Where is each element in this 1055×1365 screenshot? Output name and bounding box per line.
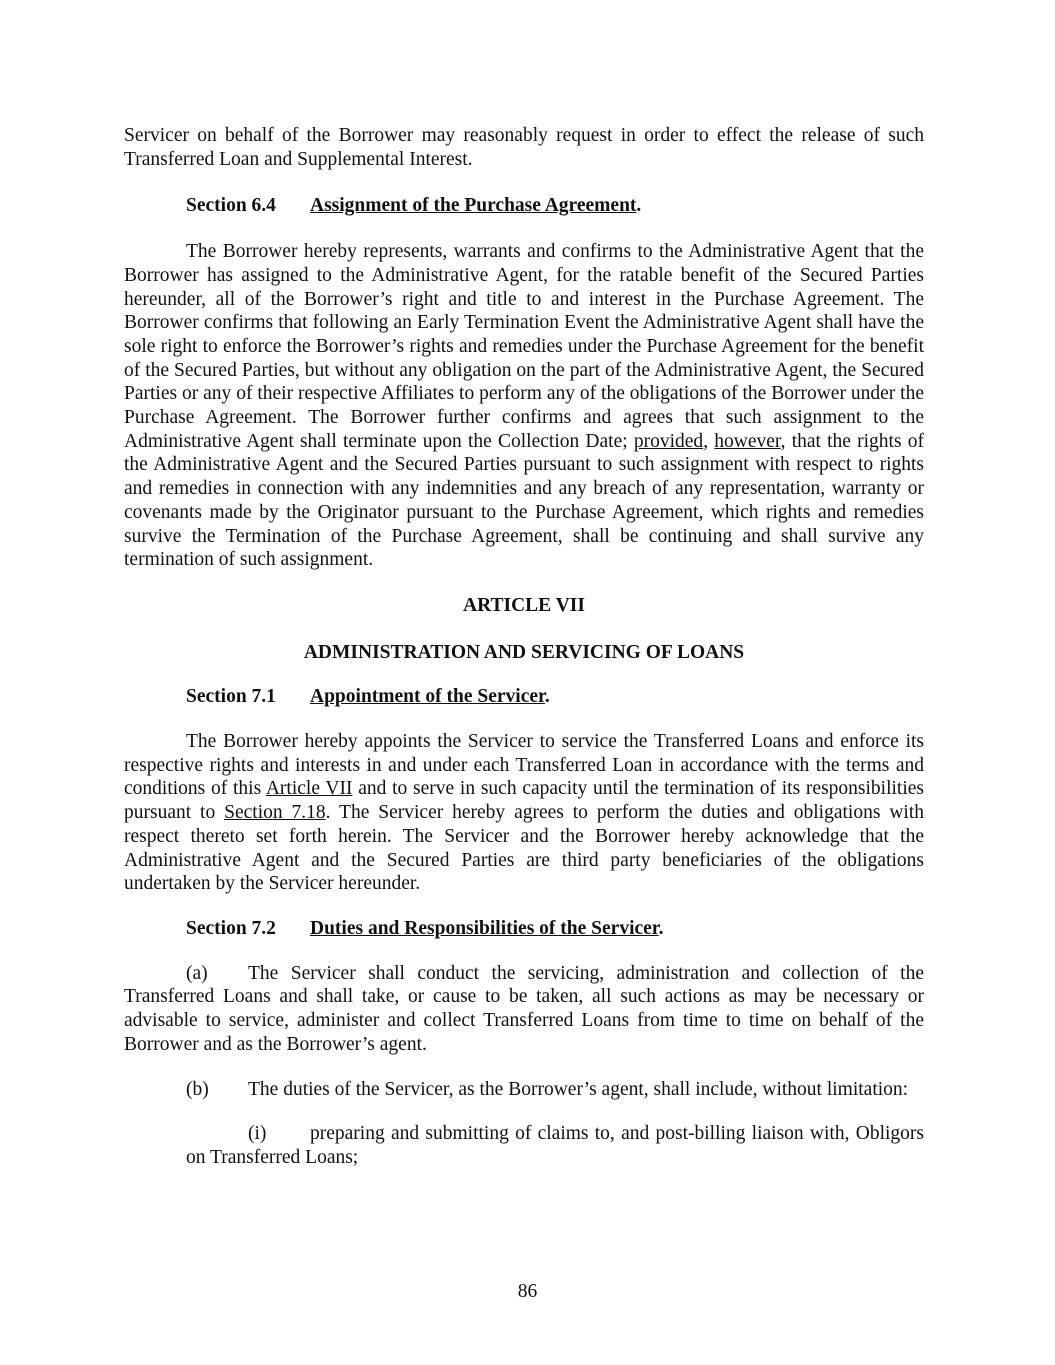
paragraph-a: (a) The Servicer shall conduct the servicing, administration and collection of the Transferred Loans and shall take, or cause to be taken, all such actions as may be necessary or advisable to service, administer and collect Transferred Loans from time to time on behalf of the Borrower and as the Borrower’s agent.: [124, 962, 924, 1055]
article-heading: ARTICLE VII: [463, 594, 585, 616]
section-7-18-link[interactable]: Section 7.18: [224, 802, 326, 824]
section-number: Section 7.1: [186, 686, 276, 708]
paragraph-i: (i) preparing and submitting of claims to, and post-billing liaison with, Obligors on Transferred Loans;: [186, 1123, 924, 1168]
clause-label: (i): [248, 1123, 267, 1145]
section-title: Appointment of the Servicer: [310, 686, 545, 708]
article-vii-link[interactable]: Article VII: [265, 778, 353, 800]
section-title: Duties and Responsibilities of the Servicer: [310, 917, 659, 939]
document-page: [124, 124, 924, 1170]
section-7-1-heading: Section 7.1 Appointment of the Servicer.: [186, 686, 550, 708]
section-6-4-heading: Section 6.4 Assignment of the Purchase Agreement.: [186, 195, 642, 217]
paragraph-continuation: Servicer on behalf of the Borrower may reasonably request in order to effect the release of such Transferred Loan and Supplemental Interest.: [124, 125, 924, 170]
provided-term: provided: [633, 430, 704, 452]
paragraph-appointment: The Borrower hereby appoints the Servicer to service the Transferred Loans and enforce its respective rights and interests in and under each Transferred Loan in accordance with the terms and conditions of this Article VII and to serve in such capacity until the termination of its responsibilities pursuant to Section 7.18. The Servicer hereby agrees to perform the duties and obligations with respect thereto set forth herein. The Servicer and the Borrower hereby acknowledge that the Administrative Agent and the Secured Parties are third party beneficiaries of the obligations undertaken by the Servicer hereunder.: [124, 731, 924, 895]
article-title: ADMINISTRATION AND SERVICING OF LOANS: [303, 641, 745, 663]
section-number: Section 7.2: [186, 917, 276, 939]
section-title: Assignment of the Purchase Agreement: [310, 195, 637, 217]
clause-label: (b): [186, 1078, 209, 1100]
paragraph-b: (b) The duties of the Servicer, as the Borrower’s agent, shall include, without limitation:: [186, 1078, 909, 1100]
section-number: Section 6.4: [186, 195, 276, 217]
paragraph-assignment: The Borrower hereby represents, warrants and confirms to the Administrative Agent that the Borrower has assigned to the Administrative Agent, for the ratable benefit of the Secured Parties hereunder, all of the Borrower’s right and title to and interest in the Purchase Agreement. The Borrower confirms that following an Early Termination Event the Administrative Agent shall have the sole right to enforce the Borrower’s rights and remedies under the Purchase Agreement for the benefit of the Secured Parties, but without any obligation on the part of the Administrative Agent, the Secured Parties or any of their respective Affiliates to perform any of the obligations of the Borrower under the Purchase Agreement. The Borrower further confirms and agrees that such assignment to the Administrative Agent shall terminate upon the Collection Date; provided, however, that the rights of the Administrative Agent and the Secured Parties pursuant to such assignment with respect to rights and remedies in connection with any indemnities and any breach of any representation, warranty or covenants made by the Originator pursuant to the Purchase Agreement, which rights and remedies survive the Termination of the Purchase Agreement, shall be continuing and shall survive any termination of such assignment.: [124, 241, 924, 571]
page-number: 86: [517, 1281, 538, 1302]
section-7-2-heading: Section 7.2 Duties and Responsibilities of the Servicer.: [186, 917, 664, 939]
clause-label: (a): [186, 962, 208, 984]
however-term: however: [714, 430, 781, 452]
